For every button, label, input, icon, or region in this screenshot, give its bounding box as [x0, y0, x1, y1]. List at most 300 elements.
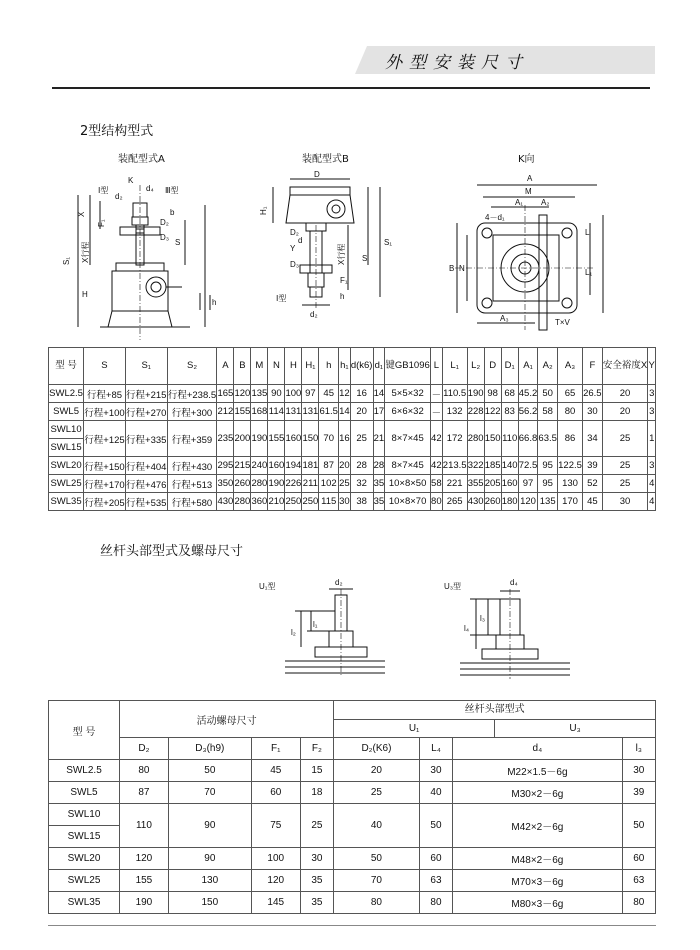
table-cell: 180 [501, 493, 518, 511]
nut-col-group-head-types [334, 720, 655, 737]
table-cell: 30 [419, 760, 452, 782]
table-cell: 155 [268, 421, 285, 457]
table-cell: 6×6×32 [385, 403, 431, 421]
table-cell: 90 [168, 848, 251, 870]
table-cell: 40 [419, 782, 452, 804]
table-cell: 30 [622, 760, 656, 782]
table-cell: 98 [484, 385, 501, 403]
label-x-travel: X行程 [81, 241, 90, 263]
table-cell: 35 [300, 892, 333, 914]
table-cell: 200 [234, 421, 251, 457]
table-cell: 280 [234, 493, 251, 511]
table-cell: 150 [168, 892, 251, 914]
table-cell: 97 [302, 385, 319, 403]
label-x-travel-b: X行程 [337, 243, 346, 265]
main-dimension-table [48, 347, 656, 511]
table-cell: 80 [622, 892, 656, 914]
table-cell: 168 [251, 403, 268, 421]
table-cell: 58 [431, 475, 443, 493]
table-cell: 45 [319, 385, 339, 403]
view-b-label: 装配型式B [302, 154, 349, 165]
table-cell: 行程+85 [84, 385, 126, 403]
table-cell: 28 [373, 457, 385, 475]
table-cell: 114 [268, 403, 285, 421]
main-col-header: Y [648, 348, 656, 385]
table-cell: 100 [251, 848, 300, 870]
nut-col-u1: U₁ [334, 720, 495, 737]
table-cell: 87 [319, 457, 339, 475]
table-cell: 10×8×70 [385, 493, 431, 511]
table-cell: 181 [302, 457, 319, 475]
table-cell: 100 [285, 385, 302, 403]
nut-sub-header: D₃(h9) [168, 738, 251, 760]
table-cell: 42 [431, 421, 443, 457]
table-cell: 3 [648, 403, 656, 421]
table-row [49, 493, 656, 511]
table-cell: 50 [538, 385, 558, 403]
table-cell: 110.5 [442, 385, 467, 403]
nut-sub-header: d₄ [453, 738, 622, 760]
table-cell: 17 [373, 403, 385, 421]
main-col-header: H₁ [302, 348, 319, 385]
table-cell: 30 [602, 493, 648, 511]
table-cell: 226 [285, 475, 302, 493]
nut-col-u3: U₃ [569, 723, 581, 734]
table-cell: 110 [501, 421, 518, 457]
table-cell: 50 [168, 760, 251, 782]
table-cell: 120 [120, 848, 169, 870]
label-u3-l4: l₄ [464, 624, 470, 633]
table-cell: 430 [217, 493, 234, 511]
table-cell: 行程+535 [125, 493, 167, 511]
table-cell: 20 [602, 385, 648, 403]
table-cell: 135 [538, 493, 558, 511]
table-cell: M42×2－6g [453, 804, 622, 848]
table-cell: 87 [120, 782, 169, 804]
section-title-screw-head: 丝杆头部型式及螺母尺寸 [100, 544, 244, 559]
label-u1-d2: d₂ [335, 578, 343, 587]
main-col-header: H [285, 348, 302, 385]
label-l: L [585, 228, 590, 237]
label-d2-b: D₂ [290, 228, 299, 237]
main-table-header [49, 348, 656, 385]
table-cell: 61.5 [319, 403, 339, 421]
table-cell: 8×7×45 [385, 457, 431, 475]
table-cell: 360 [251, 493, 268, 511]
table-cell: 行程+513 [167, 475, 217, 493]
table-row [49, 804, 656, 826]
table-cell: 行程+150 [84, 457, 126, 475]
main-col-header: L₁ [442, 348, 467, 385]
cell-model: SWL10 [49, 804, 120, 826]
table-cell: 102 [319, 475, 339, 493]
table-cell: 185 [484, 457, 501, 475]
table-cell: 25 [350, 421, 373, 457]
label-d2: d₂ [115, 192, 123, 201]
table-cell: 39 [622, 782, 656, 804]
table-cell: M22×1.5－6g [453, 760, 622, 782]
nut-col-model: 型 号 [49, 701, 120, 760]
table-cell: 213.5 [442, 457, 467, 475]
table-cell: 80 [120, 760, 169, 782]
label-n: N [459, 264, 465, 273]
table-cell: 228 [467, 403, 484, 421]
table-cell: 122 [484, 403, 501, 421]
table-cell: 150 [484, 421, 501, 457]
table-cell: 15 [300, 760, 333, 782]
table-cell: 58 [538, 403, 558, 421]
table-cell: 120 [234, 385, 251, 403]
main-col-header: A [217, 348, 234, 385]
nut-sub-header: L₄ [419, 738, 452, 760]
label-s: S [175, 238, 181, 247]
table-cell: 25 [339, 475, 351, 493]
table-cell: M80×3－6g [453, 892, 622, 914]
table-cell: 52 [583, 475, 603, 493]
table-cell: 60 [622, 848, 656, 870]
table-cell: 行程+430 [167, 457, 217, 475]
table-cell: 75 [251, 804, 300, 848]
table-cell: 32 [350, 475, 373, 493]
table-cell: 25 [602, 457, 648, 475]
label-type1-b: Ⅰ型 [276, 294, 287, 303]
table-cell: 350 [217, 475, 234, 493]
table-cell: － [431, 385, 443, 403]
table-cell: 70 [334, 870, 420, 892]
nut-col-group-head [334, 701, 656, 738]
label-h-lower: h [212, 298, 217, 307]
label-a: A [527, 174, 533, 183]
table-row [49, 475, 656, 493]
section-title-structure: 2型结构型式 [80, 124, 154, 139]
label-a2: A₂ [541, 198, 550, 207]
table-cell: 28 [350, 457, 373, 475]
table-cell: 25 [334, 782, 420, 804]
table-cell: 280 [467, 421, 484, 457]
label-h-upper: H [82, 290, 88, 299]
table-cell: 行程+215 [125, 385, 167, 403]
table-cell: 20 [334, 760, 420, 782]
table-cell: 260 [484, 493, 501, 511]
table-cell: 63 [622, 870, 656, 892]
table-cell: 215 [234, 457, 251, 475]
main-col-header: B [234, 348, 251, 385]
table-row [49, 385, 656, 403]
table-cell: 90 [268, 385, 285, 403]
table-cell: 150 [302, 421, 319, 457]
label-a1: A₁ [515, 198, 524, 207]
table-cell: 25 [300, 804, 333, 848]
cell-model: SWL35 [49, 892, 120, 914]
table-cell: M48×2－6g [453, 848, 622, 870]
label-u1-l1: l₁ [313, 620, 318, 629]
table-cell: 63 [419, 870, 452, 892]
table-cell: 115 [319, 493, 339, 511]
nut-sub-header: D₂ [120, 738, 169, 760]
table-cell: 40 [334, 804, 420, 848]
label-f1: F₁ [97, 219, 106, 227]
label-y: Y [290, 244, 296, 253]
table-cell: 160 [501, 475, 518, 493]
label-type1: Ⅰ型 [98, 186, 109, 195]
cell-model: SWL15 [49, 826, 120, 848]
table-cell: 45 [583, 493, 603, 511]
label-f1-b: F₁ [340, 276, 348, 285]
label-d2-nut: D₂ [160, 218, 169, 227]
cell-model: SWL25 [49, 475, 84, 493]
view-a-label: 装配型式A [118, 154, 165, 165]
table-cell: 50 [334, 848, 420, 870]
table-cell: 70 [168, 782, 251, 804]
label-b: b [170, 208, 175, 217]
table-cell: 70 [319, 421, 339, 457]
table-cell: 30 [339, 493, 351, 511]
label-u3-d4: d₄ [510, 578, 518, 587]
table-cell: 行程+270 [125, 403, 167, 421]
table-cell: 72.5 [518, 457, 538, 475]
table-cell: 95 [538, 475, 558, 493]
main-col-header: L [431, 348, 443, 385]
main-col-header: D [484, 348, 501, 385]
nut-dimension-table [48, 700, 656, 914]
main-col-header: S [84, 348, 126, 385]
table-cell: 行程+170 [84, 475, 126, 493]
table-cell: 25 [602, 475, 648, 493]
table-cell: 355 [467, 475, 484, 493]
main-col-header: F [583, 348, 603, 385]
table-cell: 68 [501, 385, 518, 403]
table-row [49, 760, 656, 782]
table-cell: 172 [442, 421, 467, 457]
table-cell: 221 [442, 475, 467, 493]
table-row [49, 457, 656, 475]
table-cell: 86 [558, 421, 583, 457]
table-cell: 35 [373, 493, 385, 511]
table-cell: 140 [501, 457, 518, 475]
table-cell: 14 [339, 403, 351, 421]
table-cell: 210 [268, 493, 285, 511]
drawing-assembly-a [60, 165, 230, 345]
table-cell: 行程+125 [84, 421, 126, 457]
table-cell: M70×3－6g [453, 870, 622, 892]
label-d3: D₃ [160, 233, 170, 242]
table-cell: 160 [285, 421, 302, 457]
nut-sub-header: F₁ [251, 738, 300, 760]
cell-model: SWL2.5 [49, 760, 120, 782]
table-row [49, 421, 656, 439]
table-cell: 20 [339, 457, 351, 475]
table-cell: 行程+404 [125, 457, 167, 475]
label-l1: L₁ [585, 268, 593, 277]
main-col-header: A₂ [538, 348, 558, 385]
table-cell: 行程+300 [167, 403, 217, 421]
table-cell: 30 [300, 848, 333, 870]
table-cell: 行程+238.5 [167, 385, 217, 403]
footer-rule [48, 925, 656, 926]
nut-sub-header: D₂(K6) [334, 738, 420, 760]
table-cell: 250 [285, 493, 302, 511]
table-cell: 45 [251, 760, 300, 782]
table-cell: 190 [467, 385, 484, 403]
drawing-k-view [445, 165, 620, 345]
label-d2-small-b: d₂ [310, 310, 318, 319]
nut-sub-header: l₃ [622, 738, 656, 760]
table-cell: 160 [268, 457, 285, 475]
table-cell: 35 [373, 475, 385, 493]
table-cell: 145 [251, 892, 300, 914]
table-row [49, 782, 656, 804]
table-cell: 20 [350, 403, 373, 421]
table-cell: 120 [518, 493, 538, 511]
table-cell: 20 [602, 403, 648, 421]
table-cell: 120 [251, 870, 300, 892]
label-4d1: 4－d₁ [485, 213, 505, 222]
main-col-header: N [268, 348, 285, 385]
table-row [49, 848, 656, 870]
main-col-header: 型 号 [49, 348, 84, 385]
view-k-label: K向 [518, 154, 535, 165]
table-cell: 212 [217, 403, 234, 421]
cell-model: SWL5 [49, 403, 84, 421]
main-col-header: S₁ [125, 348, 167, 385]
table-cell: 行程+476 [125, 475, 167, 493]
main-col-header: d₁ [373, 348, 385, 385]
main-col-header: A₃ [558, 348, 583, 385]
table-cell: 130 [558, 475, 583, 493]
table-cell: 18 [300, 782, 333, 804]
table-cell: 12 [339, 385, 351, 403]
main-col-header: S₂ [167, 348, 217, 385]
table-cell: 4 [648, 475, 656, 493]
label-d3-b: D₃ [290, 260, 300, 269]
cell-model: SWL10 [49, 421, 84, 439]
table-cell: 170 [558, 493, 583, 511]
nut-col-group-head-title: 丝杆头部型式 [334, 701, 655, 720]
table-cell: 5×5×32 [385, 385, 431, 403]
drawing-u3-type [440, 575, 580, 685]
drawing-assembly-b [258, 165, 398, 325]
label-d: D [314, 170, 320, 179]
cell-model: SWL20 [49, 457, 84, 475]
label-x: X [77, 211, 86, 217]
label-s1: S₁ [62, 256, 71, 265]
table-cell: 38 [350, 493, 373, 511]
table-cell: 8×7×45 [385, 421, 431, 457]
table-cell: 16 [350, 385, 373, 403]
table-cell: 97 [518, 475, 538, 493]
table-cell: 行程+359 [167, 421, 217, 457]
table-cell: 155 [120, 870, 169, 892]
table-cell: 35 [300, 870, 333, 892]
table-cell: 80 [419, 892, 452, 914]
label-u1-type: U₁型 [259, 582, 276, 591]
table-cell: 295 [217, 457, 234, 475]
table-cell: 行程+335 [125, 421, 167, 457]
table-cell: 430 [467, 493, 484, 511]
table-cell: － [431, 403, 443, 421]
label-u3-type: U₃型 [444, 582, 462, 591]
table-cell: 3 [648, 457, 656, 475]
main-col-header: 键GB1096 [385, 348, 431, 385]
table-cell: 250 [302, 493, 319, 511]
nut-table-subheader [49, 738, 656, 760]
cell-model: SWL2.5 [49, 385, 84, 403]
table-cell: 80 [558, 403, 583, 421]
label-b-k: B [449, 264, 455, 273]
table-cell: 行程+205 [84, 493, 126, 511]
table-cell: 14 [373, 385, 385, 403]
table-cell: 60 [419, 848, 452, 870]
main-col-header: 安全裕度X [602, 348, 648, 385]
header-rule [52, 87, 650, 89]
table-cell: 34 [583, 421, 603, 457]
table-cell: 190 [120, 892, 169, 914]
label-m: M [525, 187, 532, 196]
table-cell: 95 [538, 457, 558, 475]
table-cell: 83 [501, 403, 518, 421]
table-cell: 110 [120, 804, 169, 848]
table-cell: 39 [583, 457, 603, 475]
cell-model: SWL20 [49, 848, 120, 870]
table-cell: 21 [373, 421, 385, 457]
table-cell: 3 [648, 385, 656, 403]
table-cell: 131 [285, 403, 302, 421]
table-cell: 132 [442, 403, 467, 421]
cell-model: SWL5 [49, 782, 120, 804]
main-col-header: h [319, 348, 339, 385]
table-cell: 45.2 [518, 385, 538, 403]
table-cell: 1 [648, 421, 656, 457]
table-cell: 66.8 [518, 421, 538, 457]
table-cell: 265 [442, 493, 467, 511]
table-cell: 42 [431, 457, 443, 475]
table-cell: 10×8×50 [385, 475, 431, 493]
table-cell: 235 [217, 421, 234, 457]
table-cell: 65 [558, 385, 583, 403]
cell-model: SWL25 [49, 870, 120, 892]
main-col-header: L₂ [467, 348, 484, 385]
label-u1-l2: l₂ [291, 628, 296, 637]
table-cell: 63.5 [538, 421, 558, 457]
table-row [49, 403, 656, 421]
table-cell: 16 [339, 421, 351, 457]
page-title: 外型安装尺寸 [385, 53, 529, 73]
table-cell: 260 [234, 475, 251, 493]
table-cell: 90 [168, 804, 251, 848]
table-cell: 4 [648, 493, 656, 511]
main-col-header: h₁ [339, 348, 351, 385]
main-col-header: M [251, 348, 268, 385]
label-a3: A₃ [500, 314, 509, 323]
main-col-header: d(k6) [350, 348, 373, 385]
label-txv: T×V [555, 318, 570, 327]
table-cell: 131 [302, 403, 319, 421]
table-cell: 194 [285, 457, 302, 475]
label-s1-b: S₁ [384, 238, 393, 247]
table-cell: 26.5 [583, 385, 603, 403]
table-cell: 130 [168, 870, 251, 892]
table-cell: 205 [484, 475, 501, 493]
label-d4: d₄ [146, 184, 154, 193]
table-cell: 80 [431, 493, 443, 511]
drawing-u1-type [255, 575, 395, 685]
table-cell: 60 [251, 782, 300, 804]
cell-model: SWL35 [49, 493, 84, 511]
table-cell: 211 [302, 475, 319, 493]
main-col-header: D₁ [501, 348, 518, 385]
table-cell: 190 [251, 421, 268, 457]
table-cell: M30×2－6g [453, 782, 622, 804]
